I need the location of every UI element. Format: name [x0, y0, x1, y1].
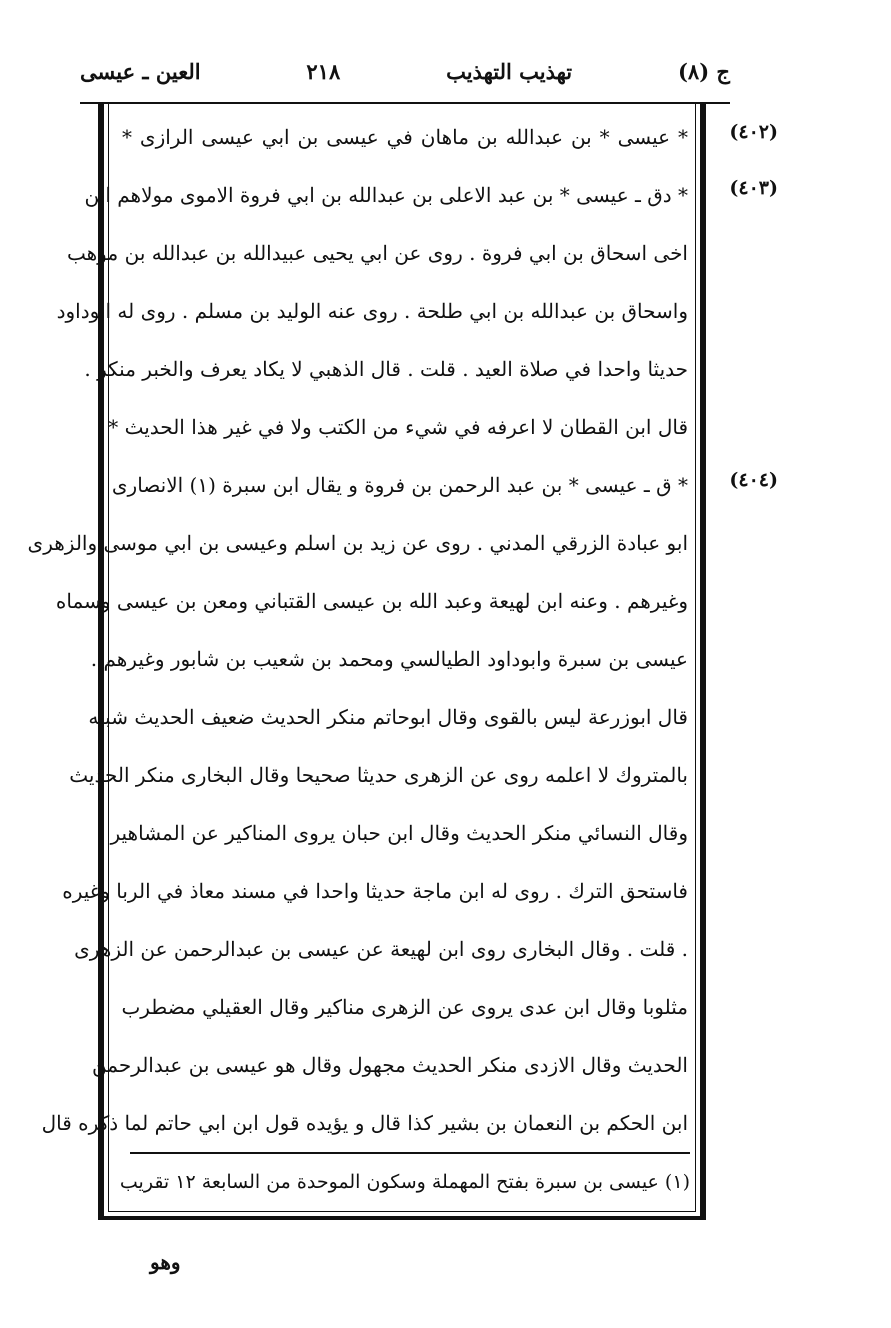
text-line: وقال النسائي منكر الحديث وقال ابن حبان يروى المناكير عن المشاهير	[110, 821, 688, 845]
section-title: العين ـ عيسى	[80, 58, 201, 84]
catchword: وهو	[150, 1250, 181, 1274]
entry-number: (٤٠٤)	[729, 469, 778, 491]
text-line: حديثا واحدا في صلاة العيد . قلت . قال الذهبي لا يكاد يعرف والخبر منكر .	[84, 357, 688, 381]
footnote: (١) عيسى بن سبرة بفتح المهملة وسكون الموحدة من السابعة ١٢ تقريب	[119, 1171, 690, 1193]
text-line: ابو عبادة الزرقي المدني . روى عن زيد بن اسلم وعيسى بن ابي موسى والزهرى	[27, 531, 688, 555]
entry-number: (٤٠٣)	[729, 177, 778, 199]
text-line: * دق ـ عيسى * بن عبد الاعلى بن عبدالله بن ابي فروة الاموى مولاهم ابن	[84, 183, 688, 207]
entry-number: (٤٠٢)	[729, 121, 778, 143]
footnote-divider	[130, 1152, 690, 1154]
text-line: . قلت . وقال البخارى روى ابن لهيعة عن عيسى بن عبدالرحمن عن الزهرى	[74, 937, 688, 961]
running-header	[80, 40, 730, 104]
text-frame	[27, 102, 706, 1220]
text-line: قال ابن القطان لا اعرفه في شيء من الكتب ولا في غير هذا الحديث *	[108, 415, 688, 439]
text-line: ابن الحكم بن النعمان بن بشير كذا قال و يؤيده قول ابن ابي حاتم لما ذكره قال	[41, 1111, 688, 1135]
text-line: قال ابوزرعة ليس بالقوى وقال ابوحاتم منكر الحديث ضعيف الحديث شبيه	[88, 705, 688, 729]
volume-label: ج (٨)	[677, 58, 730, 84]
text-line: واسحاق بن عبدالله بن ابي طلحة . روى عنه الوليد بن مسلم . روى له ابوداود	[56, 299, 688, 323]
page-number: ٢١٨	[306, 58, 341, 84]
text-line: * ق ـ عيسى * بن عبد الرحمن بن فروة و يقال ابن سبرة (١) الانصارى	[111, 473, 688, 497]
book-title: تهذيب التهذيب	[446, 58, 573, 84]
text-line: عيسى بن سبرة وابوداود الطيالسي ومحمد بن شعيب بن شابور وغيرهم .	[90, 647, 688, 671]
text-line: بالمتروك لا اعلمه روى عن الزهرى حديثا صحيحا وقال البخارى منكر الحديث	[69, 763, 688, 787]
text-line: وغيرهم . وعنه ابن لهيعة وعبد الله بن عيسى القتباني ومعن بن عيسى وسماه	[55, 589, 688, 613]
text-line: مثلوبا وقال ابن عدى يروى عن الزهرى مناكير وقال العقيلي مضطرب	[121, 995, 688, 1019]
text-line: * عيسى * بن عبدالله بن ماهان في عيسى بن ابي عيسى الرازى *	[122, 125, 688, 149]
text-line: اخى اسحاق بن ابي فروة . روى عن ابي يحيى عبيدالله بن عبدالله بن موهب	[67, 241, 688, 265]
text-line: الحديث وقال الازدى منكر الحديث مجهول وقال هو عيسى بن عبدالرحمن	[92, 1053, 688, 1077]
text-line: فاستحق الترك . روى له ابن ماجة حديثا واحدا في مسند معاذ في الربا وغيره	[62, 879, 688, 903]
